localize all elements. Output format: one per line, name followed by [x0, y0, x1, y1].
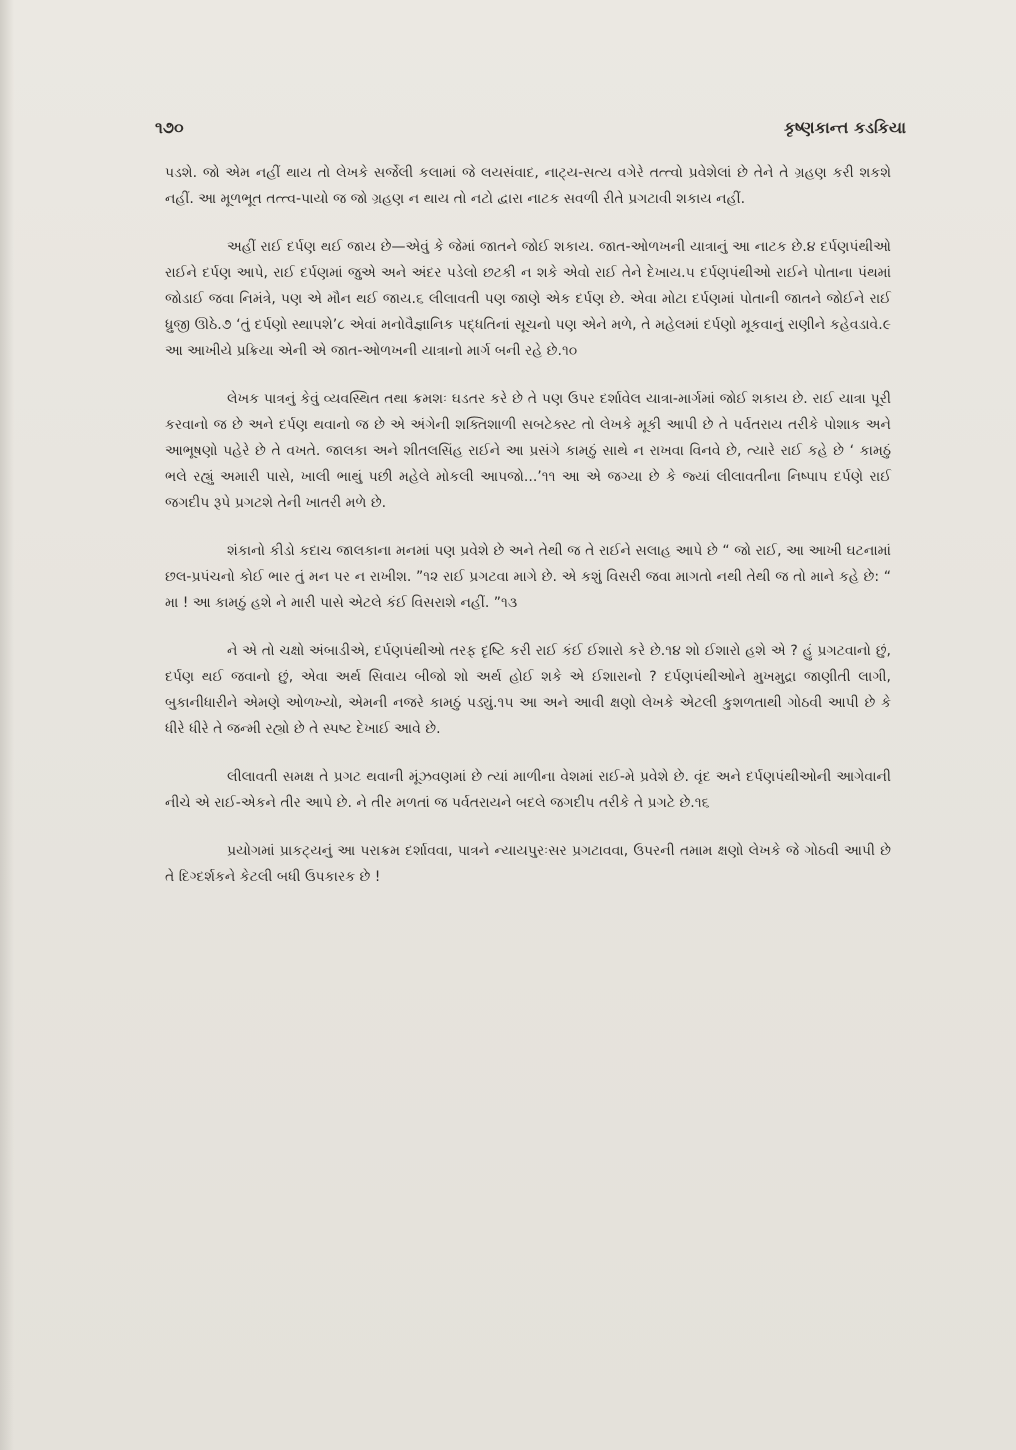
paragraph-3: લેખક પાત્રનું કેવું વ્યવસ્થિત તથા ક્રમશઃ ઘડતર કરે છે તે પણ ઉપર દર્શાવેલ યાત્રા-માર્ગમાં જોઈ શકાય છે. રાઈ યાત્રા પૂરી કરવાનો જ છે અને દર્પણ થવાનો જ છે એ અંગેની શક્તિશાળી સબટેક્સ્ટ તો લેખકે મૂકી આપી છે તે પર્વતરાય તરીકે પોશાક અને આભૂષણો પહેરે છે તે વખતે. જાલકા અને શીતલસિંહ રાઈને આ પ્રસંગે કામઠું સાથે ન રાખવા વિનવે છે, ત્યારે રાઈ કહે છે ‘ કામઠું ભલે રહ્યું અમારી પાસે, ખાલી ભાથું પછી મહેલે મોકલી આપજો...’૧૧ આ એ જગ્યા છે કે જ્યાં લીલાવતીના નિષ્પાપ દર્પણે રાઈ જગદીપ રૂપે પ્રગટશે તેની ખાતરી મળે છે.	[165, 391, 891, 511]
paragraph-6: લીલાવતી સમક્ષ તે પ્રગટ થવાની મૂંઝવણમાં છે ત્યાં માળીના વેશમાં રાઈ-મે પ્રવેશે છે. વૃંદ અને દર્પણપંથીઓની આગેવાની નીચે એ રાઈ-એકને તીર આપે છે. ને તીર મળતાં જ પર્વતરાયને બદલે જગદીપ તરીકે તે પ્રગટે છે.૧૬	[165, 769, 891, 811]
page-body	[165, 160, 891, 890]
paragraph-4: શંકાનો કીડો કદાચ જાલકાના મનમાં પણ પ્રવેશે છે અને તેથી જ તે રાઈને સલાહ આપે છે “ જો રાઈ, આ આખી ઘટનામાં છલ-પ્રપંચનો કોઈ ભાર તું મન પર ન રાખીશ. ”૧૨ રાઈ પ્રગટવા માગે છે. એ કશું વિસરી જવા માગતો નથી તેથી જ તો માને કહે છે: “ મા ! આ કામઠું હશે ને મારી પાસે એટલે કંઈ વિસરાશે નહીં. ”૧૩	[165, 543, 891, 611]
paragraph-spacer	[165, 364, 891, 386]
paragraph-spacer	[165, 616, 891, 638]
paragraph-spacer	[165, 212, 891, 234]
paragraph-spacer	[165, 816, 891, 838]
paragraph-7: પ્રયોગમાં પ્રાકટ્યનું આ પરાક્રમ દર્શાવવા, પાત્રને ન્યાયપુરઃસર પ્રગટાવવા, ઉપરની તમામ ક્ષણો લેખકે જે ગોઠવી આપી છે તે દિગ્દર્શકને કેટલી બધી ઉપકારક છે !	[165, 843, 891, 885]
page-number: ૧૭૦	[155, 118, 184, 137]
running-title: કૃષ્ણકાન્ત કડકિયા	[783, 118, 906, 137]
paragraph-spacer	[165, 516, 891, 538]
paragraph-1: પડશે. જો એમ નહીં થાય તો લેખકે સર્જેલી કલામાં જે લયસંવાદ, નાટ્ય-સત્ય વગેરે તત્ત્વો પ્રવેશેલાં છે તેને તે ગ્રહણ કરી શકશે નહીં. આ મૂળભૂત તત્ત્વ-પાયો જ જો ગ્રહણ ન થાય તો નટો દ્વારા નાટક સવળી રીતે પ્રગટાવી શકાય નહીં.	[165, 165, 891, 207]
page-header	[155, 118, 906, 142]
paragraph-2: અહીં રાઈ દર્પણ થઈ જાય છે—એવું કે જેમાં જાતને જોઈ શકાય. જાત-ઓળખની યાત્રાનું આ નાટક છે.૪ દર્પણપંથીઓ રાઈને દર્પણ આપે, રાઈ દર્પણમાં જુએ અને અંદર પડેલો છટકી ન શકે એવો રાઈ તેને દેખાય.૫ દર્પણપંથીઓ રાઈને પોતાના પંથમાં જોડાઈ જવા નિમંત્રે, પણ એ મૌન થઈ જાય.૬ લીલાવતી પણ જાણે એક દર્પણ છે. એવા મોટા દર્પણમાં પોતાની જાતને જોઈને રાઈ ધ્રુજી ઊઠે.૭ ‘તું દર્પણો સ્થાપશે’૮ એવાં મનોવૈજ્ઞાનિક પદ્ધતિનાં સૂચનો પણ એને મળે, તે મહેલમાં દર્પણો મૂકવાનું રાણીને કહેવડાવે.૯ આ આખીયે પ્રક્રિયા એની એ જાત-ઓળખની યાત્રાનો માર્ગ બની રહે છે.૧૦	[165, 239, 891, 359]
paragraph-5: ને એ તો ચક્ષો અંબાડીએ, દર્પણપંથીઓ તરફ દૃષ્ટિ કરી રાઈ કંઈ ઈશારો કરે છે.૧૪ શો ઈશારો હશે એ ? હું પ્રગટવાનો છું, દર્પણ થઈ જવાનો છું, એવા અર્થ સિવાય બીજો શો અર્થ હોઈ શકે એ ઈશારાનો ? દર્પણપંથીઓને મુખમુદ્રા જાણીતી લાગી, બુકાનીધારીને એમણે ઓળખ્યો, એમની નજરે કામઠું પડ્યું.૧૫ આ અને આવી ક્ષણો લેખકે એટલી કુશળતાથી ગોઠવી આપી છે કે ધીરે ધીરે તે જન્મી રહ્યો છે તે સ્પષ્ટ દેખાઈ આવે છે.	[165, 643, 891, 737]
paragraph-spacer	[165, 742, 891, 764]
